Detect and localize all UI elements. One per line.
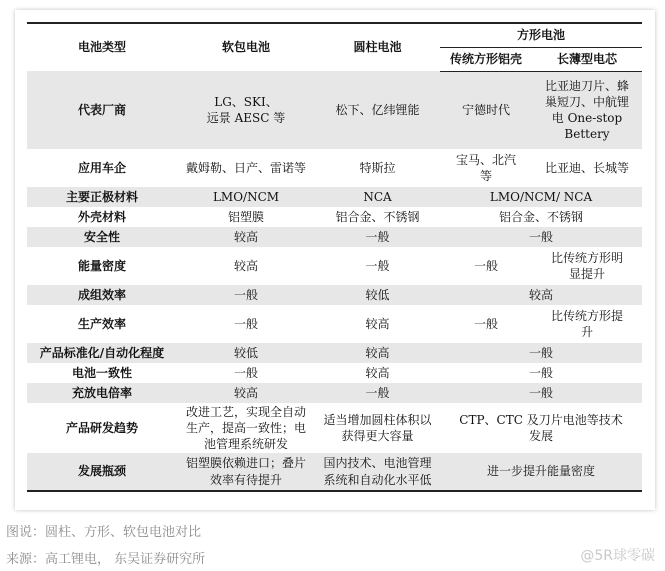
cell-c34: 较高 (440, 285, 642, 305)
cell-c34: 一般 (440, 383, 642, 403)
row-label: 外壳材料 (27, 207, 177, 227)
cell-c1: 一般 (177, 285, 315, 305)
cell-c2: 较高 (315, 363, 440, 383)
row-label: 产品标准化/自动化程度 (27, 343, 177, 363)
cell-c1: 较低 (177, 343, 315, 363)
cell-c1: 较高 (177, 227, 315, 247)
figure-caption: 图说：圆柱、方形、软包电池对比 (6, 525, 202, 540)
row-label: 产品研发趋势 (27, 403, 177, 453)
cell-c1: 铝塑膜 (177, 207, 315, 227)
cell-c3: 宁德时代 (440, 71, 532, 149)
cell-c34: 一般 (440, 363, 642, 383)
cell-c4: 比传统方形明 显提升 (532, 247, 642, 285)
cell-c2: NCA (315, 187, 440, 207)
table-row (27, 343, 642, 363)
row-label: 代表厂商 (27, 71, 177, 149)
table-row (27, 363, 642, 383)
row-label: 主要正极材料 (27, 187, 177, 207)
row-label: 应用车企 (27, 149, 177, 187)
battery-comparison-table (27, 22, 642, 492)
row-label: 能量密度 (27, 247, 177, 285)
table-row (27, 187, 642, 207)
table-row (27, 453, 642, 491)
header-traditional-prismatic: 传统方形铝壳 (440, 47, 532, 71)
header-battery-type: 电池类型 (27, 23, 177, 71)
cell-c2: 较高 (315, 305, 440, 343)
cell-c3: 一般 (440, 305, 532, 343)
cell-c1: 一般 (177, 363, 315, 383)
watermark: @5R球零碳 (580, 548, 655, 564)
cell-c4: 比亚迪刀片、蜂 巢短刀、中航锂 电 One-stop Bettery (532, 71, 642, 149)
row-label: 充放电倍率 (27, 383, 177, 403)
cell-c2: 铝合金、不锈钢 (315, 207, 440, 227)
cell-c34: 一般 (440, 227, 642, 247)
cell-c1: 较高 (177, 247, 315, 285)
cell-c2: 较低 (315, 285, 440, 305)
cell-c4: 比亚迪、长城等 (532, 149, 642, 187)
header-pouch: 软包电池 (177, 23, 315, 71)
cell-c2: 一般 (315, 383, 440, 403)
row-label: 安全性 (27, 227, 177, 247)
table-row (27, 403, 642, 453)
cell-c34: LMO/NCM/ NCA (440, 187, 642, 207)
cell-c2: 较高 (315, 343, 440, 363)
cell-c2: 一般 (315, 227, 440, 247)
cell-c1: LG、SKI、 远景 AESC 等 (177, 71, 315, 149)
cell-c3: 一般 (440, 247, 532, 285)
cell-c34: 铝合金、不锈钢 (440, 207, 642, 227)
source-note: 来源：高工锂电， 东吴证券研究所 (6, 552, 206, 567)
table-row (27, 305, 642, 343)
row-label: 生产效率 (27, 305, 177, 343)
cell-c4: 比传统方形提 升 (532, 305, 642, 343)
cell-c2: 一般 (315, 247, 440, 285)
row-label: 电池一致性 (27, 363, 177, 383)
table-row (27, 383, 642, 403)
table-row (27, 227, 642, 247)
cell-c2: 国内技术、电池管理 系统和自动化水平低 (315, 453, 440, 491)
cell-c1: 戴姆勒、日产、雷诺等 (177, 149, 315, 187)
cell-c3: 宝马、北汽 等 (440, 149, 532, 187)
cell-c2: 适当增加圆柱体积以 获得更大容量 (315, 403, 440, 453)
header-cylindrical: 圆柱电池 (315, 23, 440, 71)
table-row (27, 285, 642, 305)
cell-c1: LMO/NCM (177, 187, 315, 207)
comparison-card (15, 10, 655, 510)
cell-c1: 改进工艺，实现全自动 生产，提高一致性；电 池管理系统研发 (177, 403, 315, 453)
cell-c34: CTP、CTC 及刀片电池等技术 发展 (440, 403, 642, 453)
row-label: 成组效率 (27, 285, 177, 305)
table-row (27, 71, 642, 149)
cell-c34: 一般 (440, 343, 642, 363)
cell-c2: 松下、亿纬锂能 (315, 71, 440, 149)
table-row (27, 149, 642, 187)
cell-c34: 进一步提升能量密度 (440, 453, 642, 491)
cell-c2: 特斯拉 (315, 149, 440, 187)
cell-c1: 较高 (177, 383, 315, 403)
table-row (27, 247, 642, 285)
cell-c1: 一般 (177, 305, 315, 343)
header-long-thin-cell: 长薄型电芯 (532, 47, 642, 71)
cell-c1: 铝塑膜依赖进口；叠片 效率有待提升 (177, 453, 315, 491)
row-label: 发展瓶颈 (27, 453, 177, 491)
header-prismatic: 方形电池 (440, 23, 642, 47)
table-row (27, 207, 642, 227)
